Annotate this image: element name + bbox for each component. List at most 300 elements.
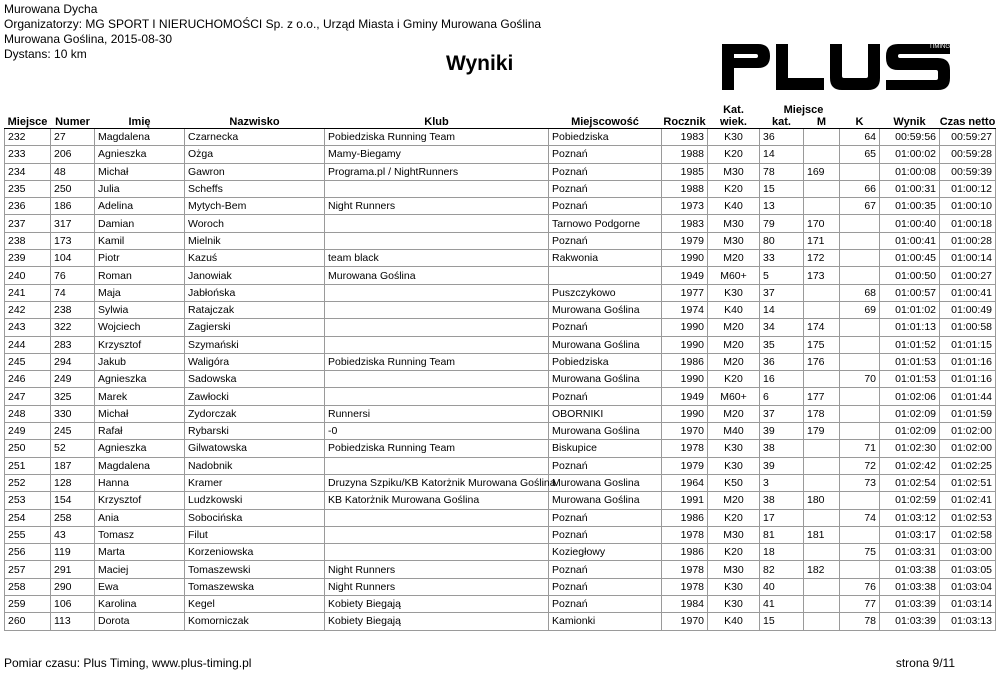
- col-kat-line1: Kat.: [723, 104, 744, 116]
- cell-miejsce: 232: [5, 129, 51, 146]
- cell-nazwisko: Zydorczak: [185, 405, 325, 422]
- cell-nazwisko: Szymański: [185, 336, 325, 353]
- cell-czas-netto: 01:00:28: [940, 232, 996, 249]
- cell-nazwisko: Mytych-Bem: [185, 198, 325, 215]
- table-row: [5, 336, 996, 353]
- cell-nazwisko: Waligóra: [185, 353, 325, 370]
- cell-miejsce: 236: [5, 198, 51, 215]
- cell-kat: M40: [708, 423, 760, 440]
- cell-czas-netto: 01:00:49: [940, 301, 996, 318]
- cell-wynik: 01:03:12: [880, 509, 940, 526]
- footer-timing-credit: Pomiar czasu: Plus Timing, www.plus-timing.pl: [4, 656, 252, 670]
- cell-rocznik: 1990: [662, 371, 708, 388]
- cell-kat: M30: [708, 232, 760, 249]
- cell-klub: Night Runners: [325, 578, 549, 595]
- cell-miejsce: 260: [5, 613, 51, 630]
- cell-kat: M20: [708, 353, 760, 370]
- cell-miejscowosc: Pobiedziska: [549, 353, 662, 370]
- cell-miejsce-m: [804, 146, 840, 163]
- logo-letter-u: [830, 44, 880, 90]
- cell-numer: 245: [51, 423, 95, 440]
- cell-miejsce-kat: 38: [760, 492, 804, 509]
- cell-miejsce-kat: 14: [760, 146, 804, 163]
- cell-miejsce-m: [804, 544, 840, 561]
- cell-miejscowosc: Poznań: [549, 180, 662, 197]
- table-row: [5, 163, 996, 180]
- cell-imie: Krzysztof: [95, 492, 185, 509]
- cell-miejsce-m: [804, 613, 840, 630]
- col-miejsce-kat-label: kat.: [772, 116, 791, 128]
- cell-klub: KB Katorżnik Murowana Goślina: [325, 492, 549, 509]
- cell-miejsce: 246: [5, 371, 51, 388]
- cell-nazwisko: Zagierski: [185, 319, 325, 336]
- table-row: [5, 613, 996, 630]
- cell-wynik: 01:01:02: [880, 301, 940, 318]
- cell-czas-netto: 01:03:13: [940, 613, 996, 630]
- cell-kat: K30: [708, 284, 760, 301]
- col-wynik: Wynik: [880, 104, 940, 129]
- cell-imie: Michał: [95, 163, 185, 180]
- cell-miejsce-k: [840, 423, 880, 440]
- cell-czas-netto: 00:59:39: [940, 163, 996, 180]
- cell-numer: 48: [51, 163, 95, 180]
- cell-wynik: 01:02:30: [880, 440, 940, 457]
- cell-rocznik: 1986: [662, 353, 708, 370]
- cell-kat: K30: [708, 129, 760, 146]
- event-name: Murowana Dycha: [4, 2, 98, 16]
- col-miejsce-k: K: [840, 104, 880, 129]
- cell-miejsce-k: 78: [840, 613, 880, 630]
- cell-kat: M60+: [708, 388, 760, 405]
- cell-nazwisko: Kazuś: [185, 250, 325, 267]
- table-row: [5, 388, 996, 405]
- cell-kat: K20: [708, 180, 760, 197]
- cell-miejsce-kat: 13: [760, 198, 804, 215]
- cell-miejsce-kat: 80: [760, 232, 804, 249]
- cell-miejscowosc: Murowana Goślina: [549, 423, 662, 440]
- cell-rocznik: 1984: [662, 596, 708, 613]
- cell-rocznik: 1985: [662, 163, 708, 180]
- cell-miejscowosc: Poznań: [549, 388, 662, 405]
- cell-kat: K40: [708, 301, 760, 318]
- cell-miejsce-kat: 34: [760, 319, 804, 336]
- cell-imie: Agnieszka: [95, 146, 185, 163]
- cell-miejscowosc: Poznań: [549, 232, 662, 249]
- cell-numer: 154: [51, 492, 95, 509]
- cell-rocznik: 1978: [662, 578, 708, 595]
- cell-czas-netto: 01:00:14: [940, 250, 996, 267]
- table-header-row: [5, 104, 996, 129]
- cell-miejsce-m: 180: [804, 492, 840, 509]
- cell-numer: 250: [51, 180, 95, 197]
- cell-numer: 322: [51, 319, 95, 336]
- cell-miejsce-kat: 39: [760, 457, 804, 474]
- table-row: [5, 180, 996, 197]
- cell-wynik: 01:02:09: [880, 423, 940, 440]
- cell-miejscowosc: Tarnowo Podgorne: [549, 215, 662, 232]
- cell-nazwisko: Nadobnik: [185, 457, 325, 474]
- cell-kat: M30: [708, 561, 760, 578]
- cell-kat: M20: [708, 319, 760, 336]
- cell-wynik: 01:00:57: [880, 284, 940, 301]
- cell-imie: Magdalena: [95, 129, 185, 146]
- cell-imie: Magdalena: [95, 457, 185, 474]
- cell-miejsce-m: [804, 371, 840, 388]
- cell-rocznik: 1979: [662, 457, 708, 474]
- cell-miejsce-m: [804, 129, 840, 146]
- cell-czas-netto: 01:03:14: [940, 596, 996, 613]
- cell-miejsce-k: 68: [840, 284, 880, 301]
- cell-miejscowosc: Murowana Goslina: [549, 474, 662, 491]
- cell-imie: Roman: [95, 267, 185, 284]
- cell-miejsce-kat: 81: [760, 526, 804, 543]
- table-row: [5, 457, 996, 474]
- cell-imie: Sylwia: [95, 301, 185, 318]
- cell-rocznik: 1977: [662, 284, 708, 301]
- table-row: [5, 215, 996, 232]
- cell-imie: Tomasz: [95, 526, 185, 543]
- cell-miejsce-k: [840, 405, 880, 422]
- results-body: [5, 129, 996, 631]
- cell-czas-netto: 01:00:12: [940, 180, 996, 197]
- cell-miejsce: 250: [5, 440, 51, 457]
- results-table: [4, 104, 996, 631]
- cell-rocznik: 1970: [662, 613, 708, 630]
- cell-klub: [325, 388, 549, 405]
- table-row: [5, 353, 996, 370]
- cell-miejscowosc: Biskupice: [549, 440, 662, 457]
- cell-miejsce-k: [840, 215, 880, 232]
- cell-czas-netto: 01:02:53: [940, 509, 996, 526]
- cell-miejsce-k: 76: [840, 578, 880, 595]
- table-row: [5, 474, 996, 491]
- col-imie: Imię: [95, 104, 185, 129]
- cell-wynik: 01:02:06: [880, 388, 940, 405]
- cell-imie: Agnieszka: [95, 440, 185, 457]
- cell-miejsce-k: 71: [840, 440, 880, 457]
- cell-kat: M30: [708, 526, 760, 543]
- cell-miejsce-m: 174: [804, 319, 840, 336]
- cell-miejsce-kat: 35: [760, 336, 804, 353]
- cell-czas-netto: 01:02:00: [940, 440, 996, 457]
- cell-numer: 119: [51, 544, 95, 561]
- cell-miejsce-k: 70: [840, 371, 880, 388]
- cell-nazwisko: Czarnecka: [185, 129, 325, 146]
- cell-imie: Ewa: [95, 578, 185, 595]
- cell-klub: [325, 457, 549, 474]
- cell-miejscowosc: Murowana Goślina: [549, 492, 662, 509]
- cell-miejsce: 252: [5, 474, 51, 491]
- cell-rocznik: 1990: [662, 250, 708, 267]
- cell-nazwisko: Woroch: [185, 215, 325, 232]
- table-row: [5, 250, 996, 267]
- cell-wynik: 01:03:38: [880, 578, 940, 595]
- cell-miejscowosc: Poznań: [549, 578, 662, 595]
- cell-czas-netto: 01:00:10: [940, 198, 996, 215]
- cell-wynik: 01:00:08: [880, 163, 940, 180]
- cell-imie: Kamil: [95, 232, 185, 249]
- cell-klub: Night Runners: [325, 198, 549, 215]
- page-title: Wyniki: [446, 52, 514, 75]
- cell-numer: 325: [51, 388, 95, 405]
- cell-miejsce-k: [840, 232, 880, 249]
- cell-miejscowosc: Rakwonia: [549, 250, 662, 267]
- cell-klub: [325, 526, 549, 543]
- cell-numer: 27: [51, 129, 95, 146]
- cell-klub: Druzyna Szpiku/KB Katorżnik Murowana Goślina: [325, 474, 549, 491]
- footer-page-number: strona 9/11: [895, 656, 955, 670]
- cell-numer: 128: [51, 474, 95, 491]
- cell-miejsce-k: [840, 561, 880, 578]
- cell-miejsce-k: [840, 388, 880, 405]
- cell-rocznik: 1983: [662, 129, 708, 146]
- table-row: [5, 492, 996, 509]
- cell-rocznik: 1974: [662, 301, 708, 318]
- cell-rocznik: 1978: [662, 440, 708, 457]
- cell-wynik: 01:00:50: [880, 267, 940, 284]
- cell-miejscowosc: Poznań: [549, 596, 662, 613]
- cell-miejsce-k: [840, 526, 880, 543]
- organizers: Organizatorzy: MG SPORT I NIERUCHOMOŚCI Sp. z o.o., Urząd Miasta i Gminy Murowana Goślina: [4, 17, 542, 31]
- cell-miejsce: 247: [5, 388, 51, 405]
- cell-kat: M20: [708, 336, 760, 353]
- cell-wynik: 00:59:56: [880, 129, 940, 146]
- cell-miejsce-m: [804, 180, 840, 197]
- cell-klub: [325, 215, 549, 232]
- cell-rocznik: 1990: [662, 405, 708, 422]
- cell-czas-netto: 01:02:58: [940, 526, 996, 543]
- cell-miejsce-k: [840, 353, 880, 370]
- col-miejsce-kat: [760, 104, 824, 129]
- cell-miejsce-k: [840, 492, 880, 509]
- cell-wynik: 01:01:53: [880, 371, 940, 388]
- cell-klub: Kobiety Biegają: [325, 613, 549, 630]
- cell-czas-netto: 01:00:27: [940, 267, 996, 284]
- cell-rocznik: 1978: [662, 561, 708, 578]
- cell-imie: Marek: [95, 388, 185, 405]
- cell-imie: Adelina: [95, 198, 185, 215]
- cell-klub: -0: [325, 423, 549, 440]
- cell-miejsce: 234: [5, 163, 51, 180]
- cell-miejsce-k: 72: [840, 457, 880, 474]
- cell-miejsce-m: [804, 457, 840, 474]
- cell-miejscowosc: Puszczykowo: [549, 284, 662, 301]
- cell-miejscowosc: Poznań: [549, 319, 662, 336]
- cell-czas-netto: 00:59:28: [940, 146, 996, 163]
- cell-numer: 294: [51, 353, 95, 370]
- cell-imie: Julia: [95, 180, 185, 197]
- cell-miejsce: 258: [5, 578, 51, 595]
- logo-letter-l: [776, 44, 824, 90]
- cell-klub: [325, 371, 549, 388]
- col-kat-wiek: [708, 104, 760, 129]
- cell-numer: 52: [51, 440, 95, 457]
- cell-nazwisko: Gilwatowska: [185, 440, 325, 457]
- cell-rocznik: 1986: [662, 544, 708, 561]
- cell-miejsce-m: 171: [804, 232, 840, 249]
- cell-miejsce-kat: 37: [760, 284, 804, 301]
- cell-imie: Maja: [95, 284, 185, 301]
- cell-miejsce: 235: [5, 180, 51, 197]
- cell-kat: M30: [708, 163, 760, 180]
- cell-miejsce-m: [804, 596, 840, 613]
- cell-rocznik: 1949: [662, 388, 708, 405]
- cell-miejscowosc: Poznań: [549, 457, 662, 474]
- cell-nazwisko: Zawłocki: [185, 388, 325, 405]
- cell-wynik: 01:00:02: [880, 146, 940, 163]
- cell-klub: [325, 319, 549, 336]
- cell-miejsce-kat: 36: [760, 129, 804, 146]
- cell-wynik: 01:02:59: [880, 492, 940, 509]
- cell-miejsce-kat: 79: [760, 215, 804, 232]
- cell-miejsce: 243: [5, 319, 51, 336]
- cell-imie: Hanna: [95, 474, 185, 491]
- cell-miejsce: 244: [5, 336, 51, 353]
- cell-miejsce: 248: [5, 405, 51, 422]
- cell-miejsce-m: [804, 198, 840, 215]
- cell-wynik: 01:02:54: [880, 474, 940, 491]
- cell-numer: 290: [51, 578, 95, 595]
- cell-wynik: 01:00:40: [880, 215, 940, 232]
- cell-miejsce: 256: [5, 544, 51, 561]
- cell-wynik: 01:00:45: [880, 250, 940, 267]
- cell-miejscowosc: Murowana Goślina: [549, 336, 662, 353]
- cell-miejsce-kat: 16: [760, 371, 804, 388]
- cell-miejsce-kat: 14: [760, 301, 804, 318]
- table-row: [5, 301, 996, 318]
- cell-rocznik: 1983: [662, 215, 708, 232]
- table-row: [5, 232, 996, 249]
- cell-miejsce-kat: 39: [760, 423, 804, 440]
- table-row: [5, 596, 996, 613]
- cell-klub: Pobiedziska Running Team: [325, 353, 549, 370]
- cell-wynik: 01:03:39: [880, 596, 940, 613]
- cell-miejsce-m: 172: [804, 250, 840, 267]
- cell-czas-netto: 00:59:27: [940, 129, 996, 146]
- cell-nazwisko: Filut: [185, 526, 325, 543]
- cell-numer: 104: [51, 250, 95, 267]
- logo-letter-s: [886, 44, 950, 90]
- col-nazwisko: Nazwisko: [185, 104, 325, 129]
- cell-kat: K20: [708, 146, 760, 163]
- cell-miejsce: 242: [5, 301, 51, 318]
- cell-czas-netto: 01:02:00: [940, 423, 996, 440]
- cell-wynik: 01:03:31: [880, 544, 940, 561]
- cell-kat: M20: [708, 405, 760, 422]
- cell-nazwisko: Ratajczak: [185, 301, 325, 318]
- cell-klub: Pobiedziska Running Team: [325, 440, 549, 457]
- cell-czas-netto: 01:01:16: [940, 353, 996, 370]
- cell-rocznik: 1970: [662, 423, 708, 440]
- cell-numer: 238: [51, 301, 95, 318]
- table-row: [5, 284, 996, 301]
- cell-imie: Marta: [95, 544, 185, 561]
- cell-miejscowosc: Poznań: [549, 146, 662, 163]
- cell-rocznik: 1988: [662, 146, 708, 163]
- col-rocznik: Rocznik: [662, 104, 708, 129]
- cell-miejsce-m: 182: [804, 561, 840, 578]
- col-kat-line2: wiek.: [720, 116, 747, 128]
- cell-miejsce-kat: 17: [760, 509, 804, 526]
- cell-miejsce-kat: 37: [760, 405, 804, 422]
- cell-czas-netto: 01:00:41: [940, 284, 996, 301]
- cell-kat: K30: [708, 440, 760, 457]
- cell-nazwisko: Ożga: [185, 146, 325, 163]
- cell-miejsce-k: 65: [840, 146, 880, 163]
- cell-kat: K30: [708, 578, 760, 595]
- cell-wynik: 01:01:53: [880, 353, 940, 370]
- cell-miejsce-m: [804, 301, 840, 318]
- cell-rocznik: 1988: [662, 180, 708, 197]
- cell-imie: Wojciech: [95, 319, 185, 336]
- table-row: [5, 509, 996, 526]
- cell-numer: 187: [51, 457, 95, 474]
- cell-klub: Murowana Goślina: [325, 267, 549, 284]
- cell-czas-netto: 01:03:00: [940, 544, 996, 561]
- cell-miejsce-m: [804, 474, 840, 491]
- cell-klub: Mamy-Biegamy: [325, 146, 549, 163]
- cell-miejsce: 237: [5, 215, 51, 232]
- cell-miejsce-k: 69: [840, 301, 880, 318]
- cell-wynik: 01:03:39: [880, 613, 940, 630]
- cell-miejsce-k: [840, 319, 880, 336]
- cell-czas-netto: 01:01:15: [940, 336, 996, 353]
- cell-rocznik: 1991: [662, 492, 708, 509]
- cell-miejsce: 254: [5, 509, 51, 526]
- cell-rocznik: 1990: [662, 336, 708, 353]
- cell-miejsce-m: 177: [804, 388, 840, 405]
- cell-miejscowosc: Poznań: [549, 526, 662, 543]
- cell-miejsce-kat: 40: [760, 578, 804, 595]
- cell-klub: [325, 544, 549, 561]
- cell-miejsce-k: 75: [840, 544, 880, 561]
- cell-nazwisko: Sadowska: [185, 371, 325, 388]
- cell-wynik: 01:03:17: [880, 526, 940, 543]
- cell-miejsce-kat: 3: [760, 474, 804, 491]
- cell-czas-netto: 01:02:41: [940, 492, 996, 509]
- cell-klub: Night Runners: [325, 561, 549, 578]
- cell-nazwisko: Sobocińska: [185, 509, 325, 526]
- cell-miejsce-m: 178: [804, 405, 840, 422]
- cell-nazwisko: Mielnik: [185, 232, 325, 249]
- cell-miejsce-m: 176: [804, 353, 840, 370]
- cell-numer: 106: [51, 596, 95, 613]
- distance: Dystans: 10 km: [4, 47, 87, 61]
- cell-kat: M20: [708, 492, 760, 509]
- cell-klub: [325, 509, 549, 526]
- cell-czas-netto: 01:00:18: [940, 215, 996, 232]
- cell-czas-netto: 01:01:16: [940, 371, 996, 388]
- table-row: [5, 129, 996, 146]
- cell-numer: 76: [51, 267, 95, 284]
- cell-imie: Ania: [95, 509, 185, 526]
- event-location-date: Murowana Goślina, 2015-08-30: [4, 32, 173, 46]
- cell-miejsce-kat: 18: [760, 544, 804, 561]
- cell-miejscowosc: Kamionki: [549, 613, 662, 630]
- table-row: [5, 319, 996, 336]
- cell-kat: K20: [708, 371, 760, 388]
- cell-miejsce: 239: [5, 250, 51, 267]
- cell-kat: K30: [708, 457, 760, 474]
- cell-rocznik: 1949: [662, 267, 708, 284]
- cell-miejsce-kat: 36: [760, 353, 804, 370]
- cell-wynik: 01:01:52: [880, 336, 940, 353]
- cell-nazwisko: Jabłońska: [185, 284, 325, 301]
- cell-miejsce-k: 77: [840, 596, 880, 613]
- plus-timing-logo: [720, 38, 952, 94]
- cell-numer: 330: [51, 405, 95, 422]
- cell-miejsce-m: 170: [804, 215, 840, 232]
